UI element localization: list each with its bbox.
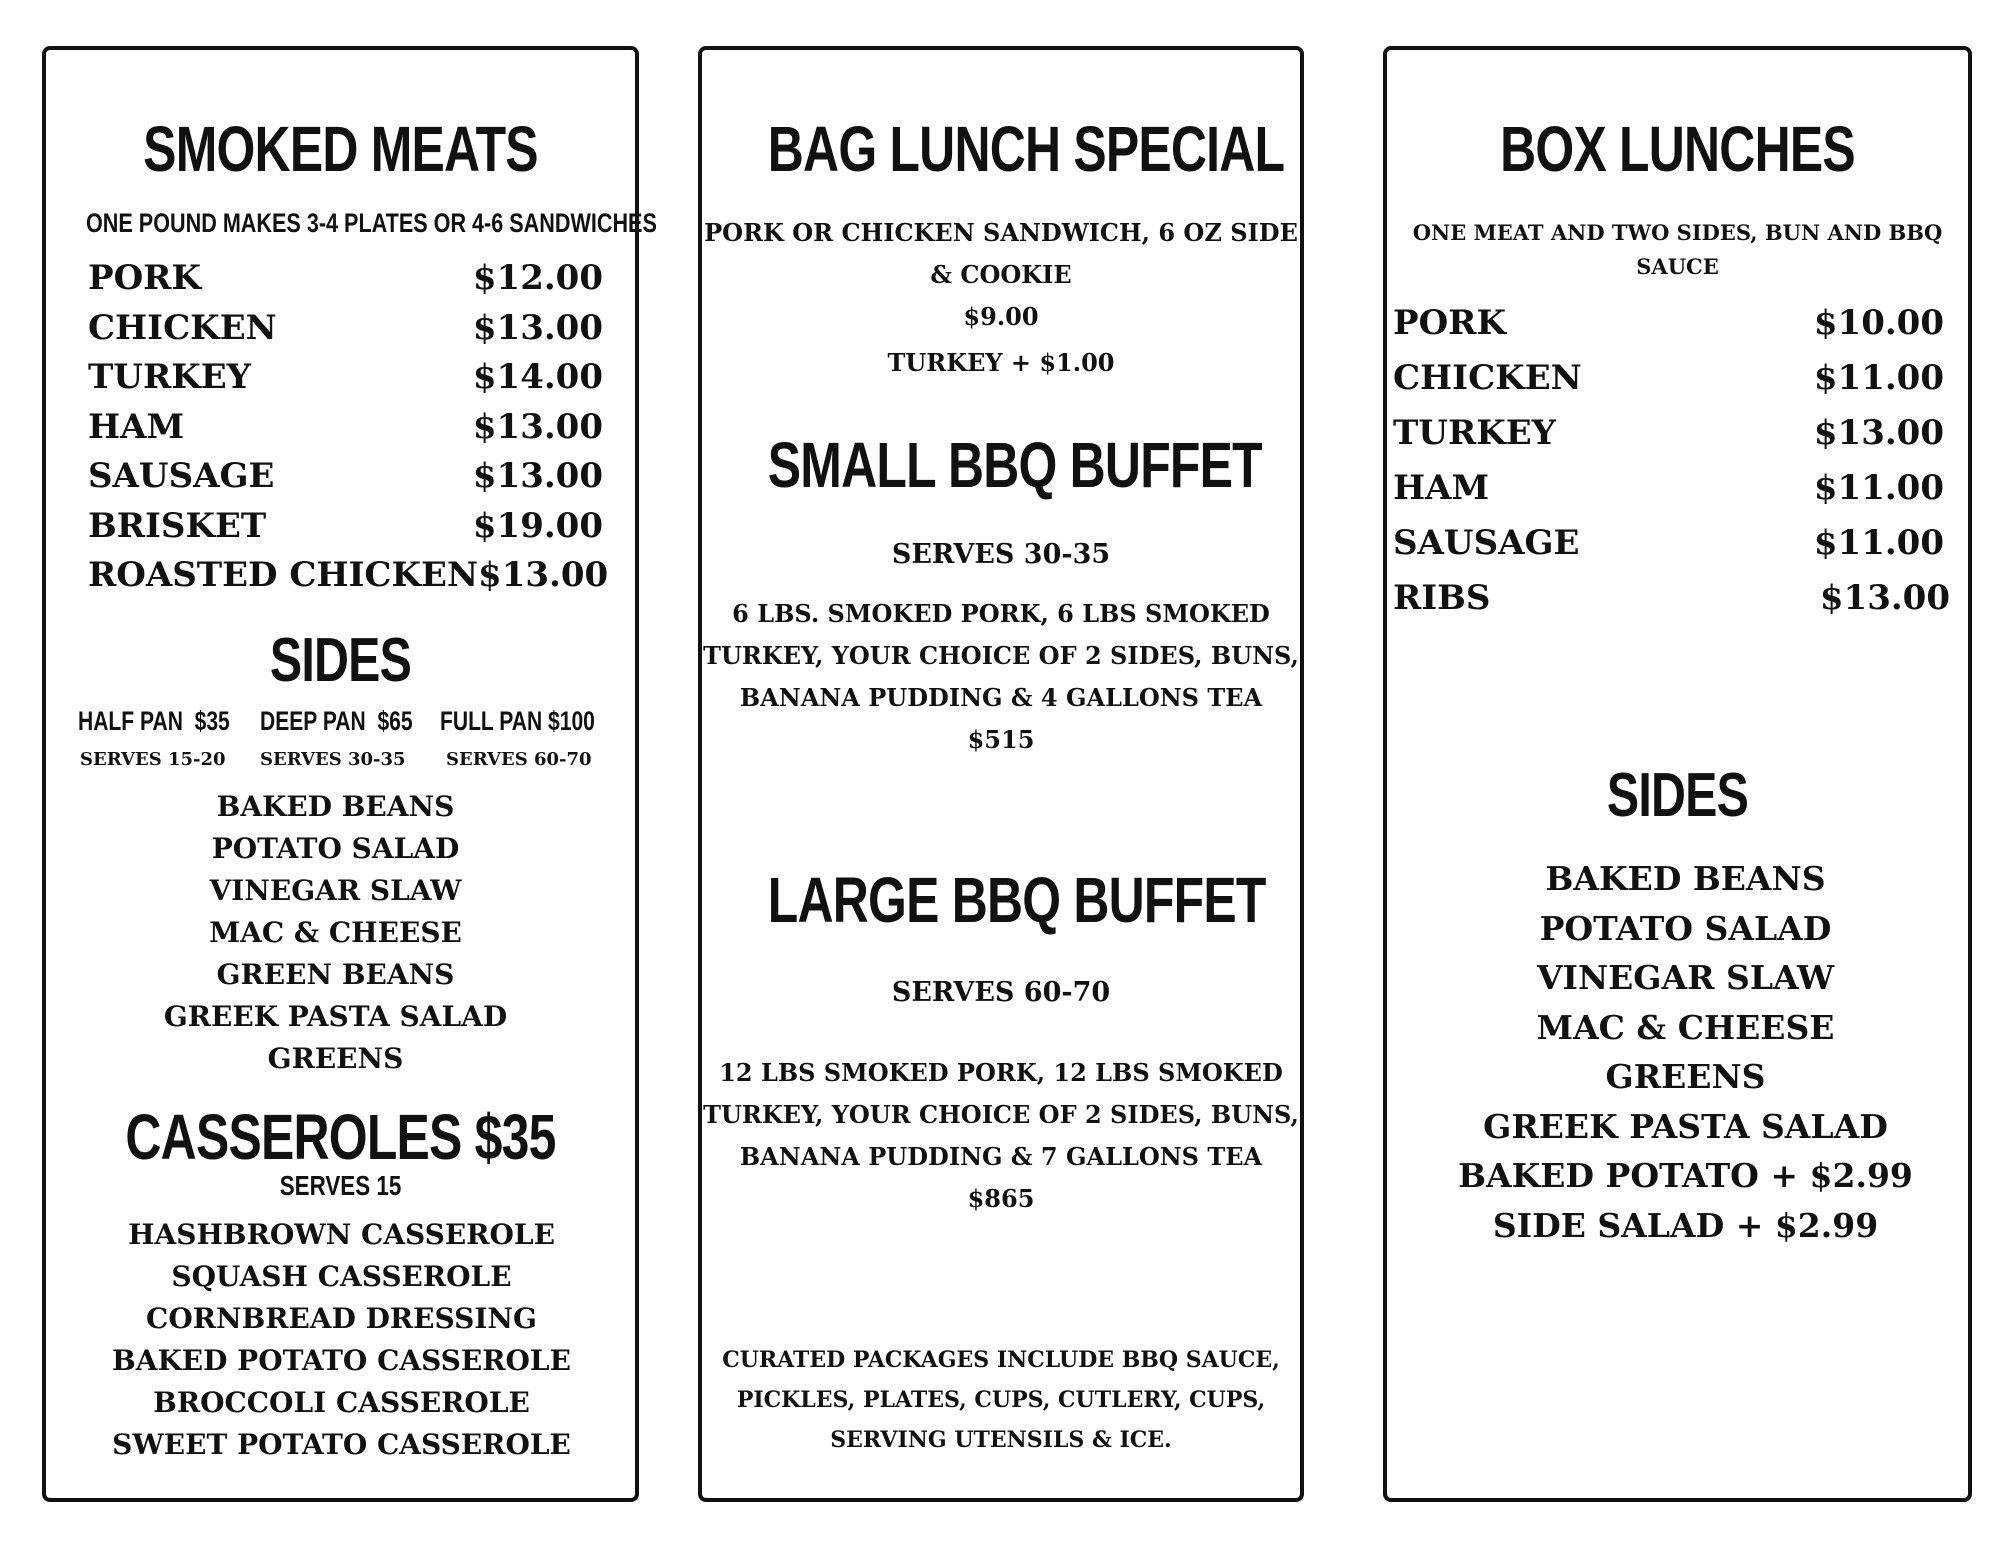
menu-row <box>1393 523 1944 563</box>
smoked-meats-title: SMOKED MEATS <box>143 113 538 185</box>
small-buffet-title: SMALL BBQ BUFFET <box>767 429 1262 501</box>
deep-pan-serves: SERVES 30-35 <box>260 749 406 770</box>
item-price: $13.00 <box>472 407 603 447</box>
item-name: TURKEY <box>1393 413 1556 453</box>
casseroles-list <box>48 1214 635 1466</box>
desc-line: & COOKIE <box>930 260 1072 289</box>
list-item: POTATO SALAD <box>211 832 460 865</box>
note-line: SERVING UTENSILS & ICE. <box>830 1427 1172 1453</box>
sides-title: SIDES <box>1606 761 1749 830</box>
desc-line: BANANA PUDDING & 4 GALLONS TEA <box>739 683 1263 712</box>
item-name: RIBS <box>1393 578 1491 618</box>
desc-line: 6 LBS. SMOKED PORK, 6 LBS SMOKED <box>732 599 1270 628</box>
large-buffet-title: LARGE BBQ BUFFET <box>767 864 1266 936</box>
item-name: HAM <box>1393 468 1490 508</box>
item-price: $12.00 <box>472 258 603 298</box>
list-item: BAKED POTATO CASSEROLE <box>112 1344 571 1377</box>
list-item: BAKED BEANS <box>216 790 455 823</box>
small-buffet-price: $515 <box>967 725 1035 754</box>
item-name: PORK <box>1393 303 1506 343</box>
box-lunches-panel <box>1383 46 1972 1502</box>
menu-row <box>1393 468 1944 508</box>
menu-row <box>88 506 603 546</box>
bag-lunch-price: $9.00 <box>963 302 1039 331</box>
list-item: BAKED POTATO + $2.99 <box>1458 1156 1913 1195</box>
menu-row <box>88 456 603 496</box>
menu-row <box>1393 303 1944 343</box>
list-item: GREENS <box>1605 1057 1766 1096</box>
list-item: SQUASH CASSEROLE <box>171 1260 512 1293</box>
casseroles-serves: SERVES 15 <box>279 1170 402 1201</box>
item-price: $13.00 <box>472 456 603 496</box>
item-name: PORK <box>88 258 201 298</box>
item-name: SAUSAGE <box>1393 523 1580 563</box>
list-item: POTATO SALAD <box>1539 908 1832 948</box>
casseroles-title: CASSEROLES $35 <box>125 1101 556 1173</box>
item-price: $11.00 <box>1813 358 1944 398</box>
item-price: $14.00 <box>472 357 603 397</box>
box-lunches-title: BOX LUNCHES <box>1500 113 1855 185</box>
list-item: MAC & CHEESE <box>1536 1007 1835 1047</box>
item-price: $13.00 <box>472 308 603 348</box>
sides-list <box>1403 854 1968 1250</box>
large-buffet-price: $865 <box>967 1184 1035 1213</box>
item-price: $13.00 <box>1819 578 1950 618</box>
list-item: SWEET POTATO CASSEROLE <box>112 1428 571 1461</box>
desc-line: TURKEY, YOUR CHOICE OF 2 SIDES, BUNS, <box>703 1100 1299 1129</box>
list-item: VINEGAR SLAW <box>209 874 462 907</box>
specials-panel <box>698 46 1304 1502</box>
packages-note <box>702 1340 1300 1460</box>
list-item: GREEN BEANS <box>216 958 455 991</box>
deep-pan-label: DEEP PAN $65 <box>260 706 413 736</box>
small-buffet-serves: SERVES 30-35 <box>891 539 1111 570</box>
item-price: $19.00 <box>472 506 603 546</box>
note-line: PICKLES, PLATES, CUPS, CUTLERY, CUPS, <box>736 1387 1266 1413</box>
menu-row <box>1393 578 1950 618</box>
list-item: SIDE SALAD + $2.99 <box>1492 1205 1879 1245</box>
desc-line: SAUCE <box>1636 254 1719 279</box>
item-name: SAUSAGE <box>88 456 275 496</box>
list-item: HASHBROWN CASSEROLE <box>128 1218 555 1251</box>
desc-line: 12 LBS SMOKED PORK, 12 LBS SMOKED <box>719 1058 1283 1087</box>
menu-row <box>88 308 603 348</box>
menu-row <box>88 357 603 397</box>
list-item: CORNBREAD DRESSING <box>146 1302 537 1335</box>
full-pan-serves: SERVES 60-70 <box>446 749 592 770</box>
menu-row <box>1393 358 1944 398</box>
desc-line: BANANA PUDDING & 7 GALLONS TEA <box>739 1142 1263 1171</box>
menu-row <box>1393 413 1944 453</box>
list-item: BAKED BEANS <box>1545 859 1826 898</box>
menu-row <box>88 555 609 595</box>
menu-row <box>88 258 603 298</box>
half-pan-label: HALF PAN $35 <box>78 706 230 736</box>
desc-line: TURKEY, YOUR CHOICE OF 2 SIDES, BUNS, <box>703 641 1299 670</box>
sides-list <box>36 786 635 1080</box>
list-item: GREENS <box>267 1042 404 1075</box>
bag-lunch-title: BAG LUNCH SPECIAL <box>767 113 1285 185</box>
smoked-meats-subtitle: ONE POUND MAKES 3-4 PLATES OR 4-6 SANDWICHES <box>86 208 657 238</box>
item-price: $13.00 <box>1813 413 1944 453</box>
item-price: $13.00 <box>478 555 609 595</box>
item-name: CHICKEN <box>1393 358 1582 398</box>
large-buffet-serves: SERVES 60-70 <box>891 977 1111 1008</box>
bag-lunch-desc <box>702 212 1300 338</box>
small-buffet-desc <box>702 593 1300 761</box>
bag-lunch-turkey: TURKEY + $1.00 <box>887 348 1115 377</box>
item-name: BRISKET <box>88 506 267 546</box>
desc-line: PORK OR CHICKEN SANDWICH, 6 OZ SIDE <box>704 218 1298 247</box>
full-pan-label: FULL PAN $100 <box>440 706 595 736</box>
item-price: $11.00 <box>1813 523 1944 563</box>
item-name: TURKEY <box>88 357 251 397</box>
list-item: MAC & CHEESE <box>209 916 462 949</box>
item-name: HAM <box>88 407 185 447</box>
smoked-meats-panel <box>42 46 657 1502</box>
item-name: ROASTED CHICKEN <box>88 555 479 595</box>
item-price: $10.00 <box>1813 303 1944 343</box>
desc-line: ONE MEAT AND TWO SIDES, BUN AND BBQ <box>1412 220 1943 245</box>
item-name: CHICKEN <box>88 308 277 348</box>
item-price: $11.00 <box>1813 468 1944 508</box>
half-pan-serves: SERVES 15-20 <box>80 749 226 770</box>
box-lunches-desc <box>1387 216 1968 284</box>
menu-row <box>88 407 603 447</box>
list-item: BROCCOLI CASSEROLE <box>153 1386 530 1419</box>
sides-title: SIDES <box>269 626 412 695</box>
list-item: GREEK PASTA SALAD <box>1483 1106 1888 1146</box>
list-item: GREEK PASTA SALAD <box>163 1000 508 1033</box>
large-buffet-desc <box>702 1052 1300 1220</box>
list-item: VINEGAR SLAW <box>1536 958 1835 997</box>
note-line: CURATED PACKAGES INCLUDE BBQ SAUCE, <box>722 1347 1280 1373</box>
